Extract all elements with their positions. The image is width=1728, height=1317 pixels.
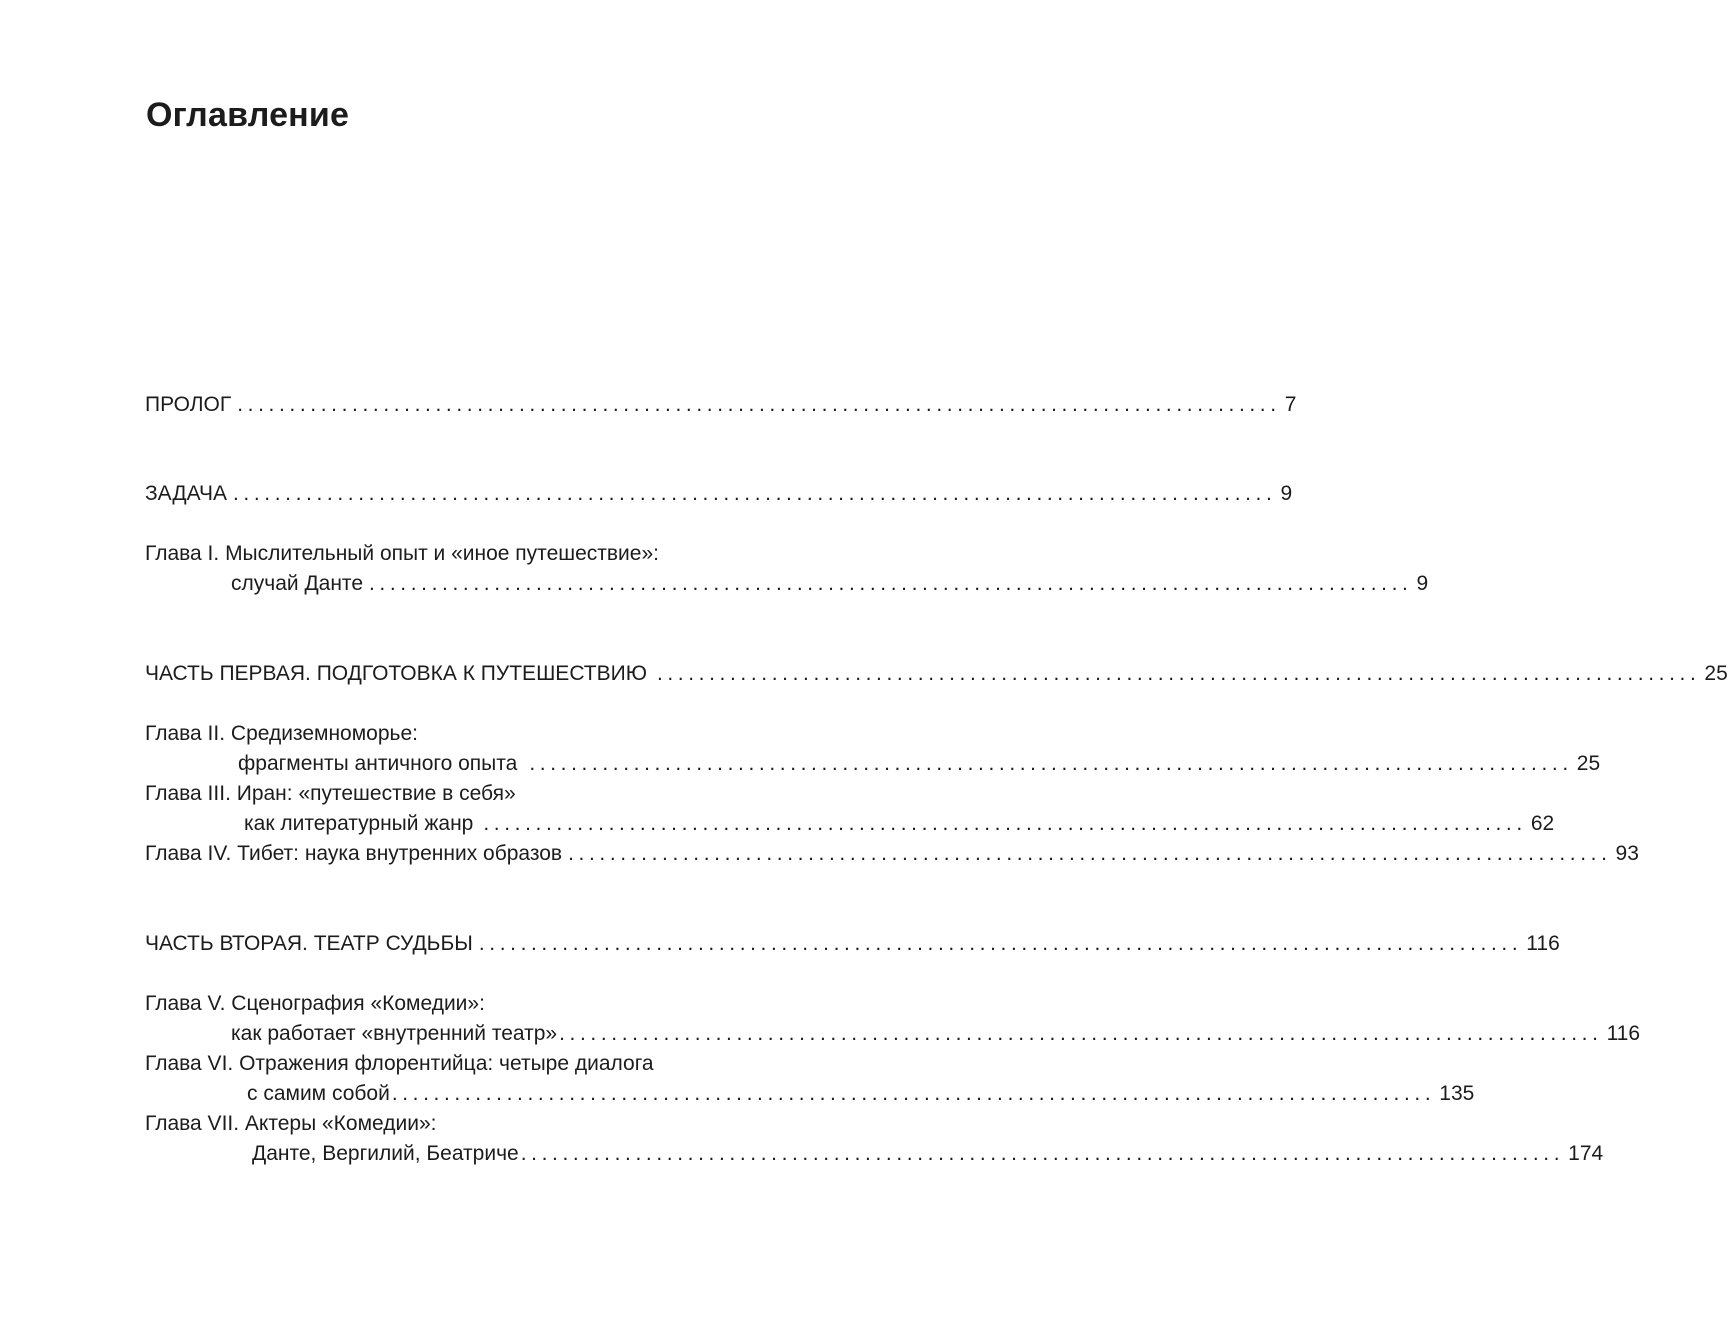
- toc-chapter-4[interactable]: [145, 839, 1639, 869]
- toc-entry-title: Глава IV. Тибет: наука внутренних образов: [145, 842, 563, 865]
- toc-page-number: 9: [1416, 572, 1429, 595]
- dot-leader: ....................................................................................................: [369, 572, 1413, 595]
- toc-chapter-6[interactable]: [247, 1079, 1475, 1109]
- toc-entry-task[interactable]: [145, 479, 1293, 509]
- toc-entry-title-line1: Глава II. Средиземноморье:: [145, 722, 418, 745]
- toc-entry-title-line2: Данте, Вергилий, Беатриче: [252, 1142, 519, 1165]
- toc-entry-title-line2: фрагменты античного опыта: [238, 752, 518, 775]
- dot-leader: ....................................................................................................: [483, 812, 1527, 835]
- toc-chapter-6-heading[interactable]: [145, 1049, 820, 1079]
- toc-page-number: 116: [1606, 1022, 1641, 1045]
- toc-chapter-2-heading[interactable]: [145, 719, 820, 749]
- toc-entry-title: ЧАСТЬ ВТОРАЯ. ТЕАТР СУДЬБЫ: [145, 932, 473, 955]
- toc-page-number: 116: [1526, 932, 1560, 955]
- toc-page-number: 25: [1576, 752, 1601, 775]
- toc-page-number: 93: [1615, 842, 1639, 865]
- dot-leader: ....................................................................................................: [520, 1142, 1565, 1165]
- dot-leader: ....................................................................................................: [559, 1022, 1603, 1045]
- dot-leader: ....................................................................................................: [478, 932, 1523, 955]
- toc-entry-title: ЧАСТЬ ПЕРВАЯ. ПОДГОТОВКА К ПУТЕШЕСТВИЮ: [145, 662, 647, 685]
- toc-page-number: 62: [1530, 812, 1555, 835]
- toc-page-number: 135: [1439, 1082, 1475, 1105]
- toc-part-1[interactable]: [145, 659, 1728, 689]
- toc-page-number: 7: [1284, 393, 1297, 416]
- toc-page-number: 174: [1568, 1142, 1604, 1165]
- toc-entry-title-line2: случай Данте: [231, 572, 363, 595]
- toc-chapter-1-heading[interactable]: [145, 539, 820, 569]
- dot-leader: ....................................................................................................: [232, 482, 1277, 505]
- toc-entry-title-line2: как литературный жанр: [244, 812, 474, 835]
- dot-leader: ....................................................................................................: [529, 752, 1573, 775]
- toc-entry-title: ЗАДАЧА: [145, 482, 227, 505]
- page-title: Оглавление: [146, 96, 350, 134]
- toc-chapter-2[interactable]: [238, 749, 1601, 779]
- toc-chapter-5-heading[interactable]: [145, 989, 820, 1019]
- dot-leader: ....................................................................................................: [237, 393, 1281, 416]
- toc-chapter-7-heading[interactable]: [145, 1109, 820, 1139]
- toc-entry-title-line1: Глава VII. Актеры «Комедии»:: [145, 1112, 437, 1135]
- toc-entry-title-line1: Глава VI. Отражения флорентийца: четыре диалога: [145, 1052, 654, 1075]
- toc-entry-title-line2: с самим собой: [247, 1082, 390, 1105]
- toc-entry-prologue[interactable]: [145, 390, 1297, 420]
- toc-entry-title: ПРОЛОГ: [145, 393, 232, 416]
- toc-entry-title-line1: Глава V. Сценография «Комедии»:: [145, 992, 485, 1015]
- toc-chapter-1[interactable]: [231, 569, 1429, 599]
- toc-entry-title-line2: как работает «внутренний театр»: [231, 1022, 558, 1045]
- toc-chapter-3-heading[interactable]: [145, 779, 820, 809]
- toc-chapter-5[interactable]: [231, 1019, 1641, 1049]
- dot-leader: ....................................................................................................: [568, 842, 1612, 865]
- toc-entry-title-line1: Глава III. Иран: «путешествие в себя»: [145, 782, 516, 805]
- toc-entry-title-line1: Глава I. Мыслительный опыт и «иное путешествие»:: [145, 542, 659, 565]
- toc-page-number: 9: [1280, 482, 1293, 505]
- toc-part-2[interactable]: [145, 929, 1560, 959]
- toc-page-number: 25: [1704, 662, 1728, 685]
- dot-leader: ....................................................................................................: [656, 662, 1701, 685]
- toc-chapter-3[interactable]: [244, 809, 1555, 839]
- dot-leader: ....................................................................................................: [391, 1082, 1436, 1105]
- toc-chapter-7[interactable]: [252, 1139, 1604, 1169]
